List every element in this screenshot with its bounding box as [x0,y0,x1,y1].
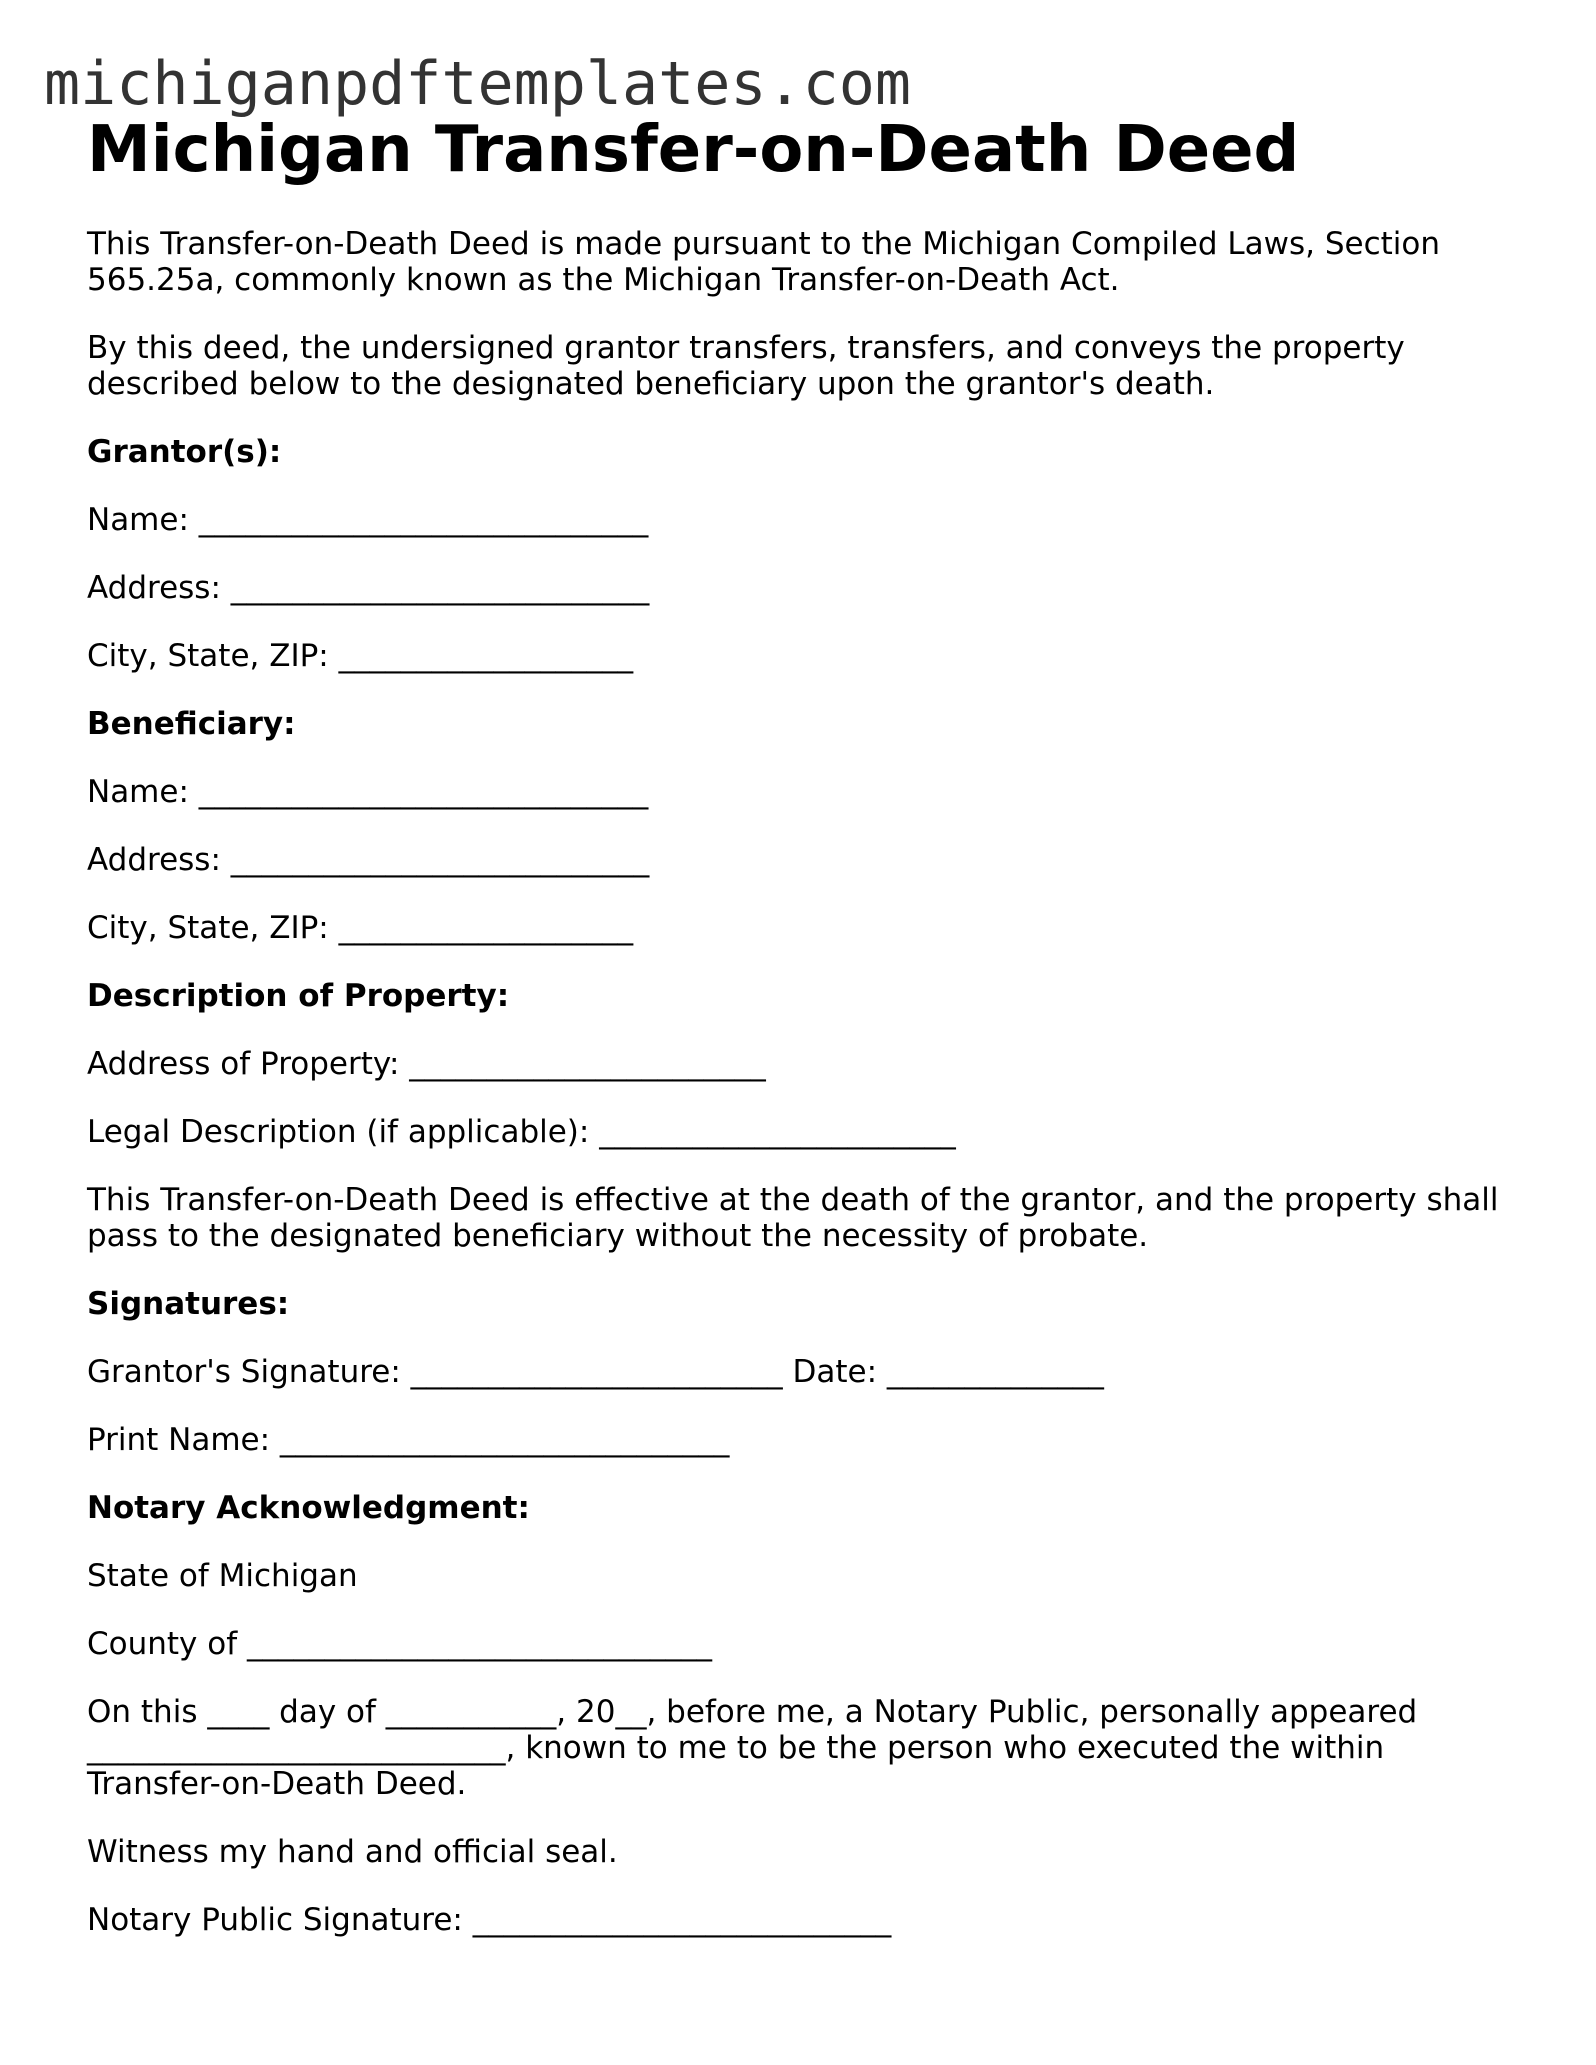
document-title: Michigan Transfer-on-Death Deed [87,113,1300,187]
beneficiary-address-field[interactable]: Address: ___________________________ [87,842,650,878]
notary-county-field[interactable]: County of ______________________________ [87,1626,712,1662]
notary-witness-statement: Witness my hand and official seal. [87,1834,618,1870]
site-watermark: michiganpdftemplates.com [44,49,911,119]
grantor-name-field[interactable]: Name: _____________________________ [87,502,649,538]
beneficiary-heading: Beneficiary: [87,706,296,742]
intro-paragraph-2: By this deed, the undersigned grantor transfers, transfers, and conveys the property described below to the designated beneficiary upon the grantor's death. [87,330,1405,402]
signatures-heading: Signatures: [87,1286,290,1322]
beneficiary-name-field[interactable]: Name: _____________________________ [87,774,649,810]
beneficiary-city-state-zip-field[interactable]: City, State, ZIP: ___________________ [87,910,634,946]
deed-document [87,110,1517,1970]
notary-state: State of Michigan [87,1558,358,1594]
legal-description-field[interactable]: Legal Description (if applicable): _______________________ [87,1114,956,1150]
grantor-address-field[interactable]: Address: ___________________________ [87,570,650,606]
notary-heading: Notary Acknowledgment: [87,1490,530,1526]
property-address-field[interactable]: Address of Property: _______________________ [87,1046,766,1082]
property-heading: Description of Property: [87,978,510,1014]
grantor-heading: Grantor(s): [87,434,282,470]
grantor-signature-date-field[interactable]: Grantor's Signature: ________________________ Date: ______________ [87,1354,1104,1390]
notary-acknowledgment-paragraph[interactable]: On this ____ day of ___________, 20__, before me, a Notary Public, personally appeared ___________________________, known to me to be the person who executed the within Transfer-on-Death Deed. [87,1694,1418,1802]
notary-signature-field[interactable]: Notary Public Signature: ___________________________ [87,1902,892,1938]
intro-paragraph-1: This Transfer-on-Death Deed is made pursuant to the Michigan Compiled Laws, Section 565.25a, commonly known as the Michigan Transfer-on-Death Act. [87,226,1441,298]
grantor-city-state-zip-field[interactable]: City, State, ZIP: ___________________ [87,638,634,674]
print-name-field[interactable]: Print Name: _____________________________ [87,1422,730,1458]
effective-paragraph: This Transfer-on-Death Deed is effective at the death of the grantor, and the property shall pass to the designated beneficiary without the necessity of probate. [87,1182,1499,1254]
